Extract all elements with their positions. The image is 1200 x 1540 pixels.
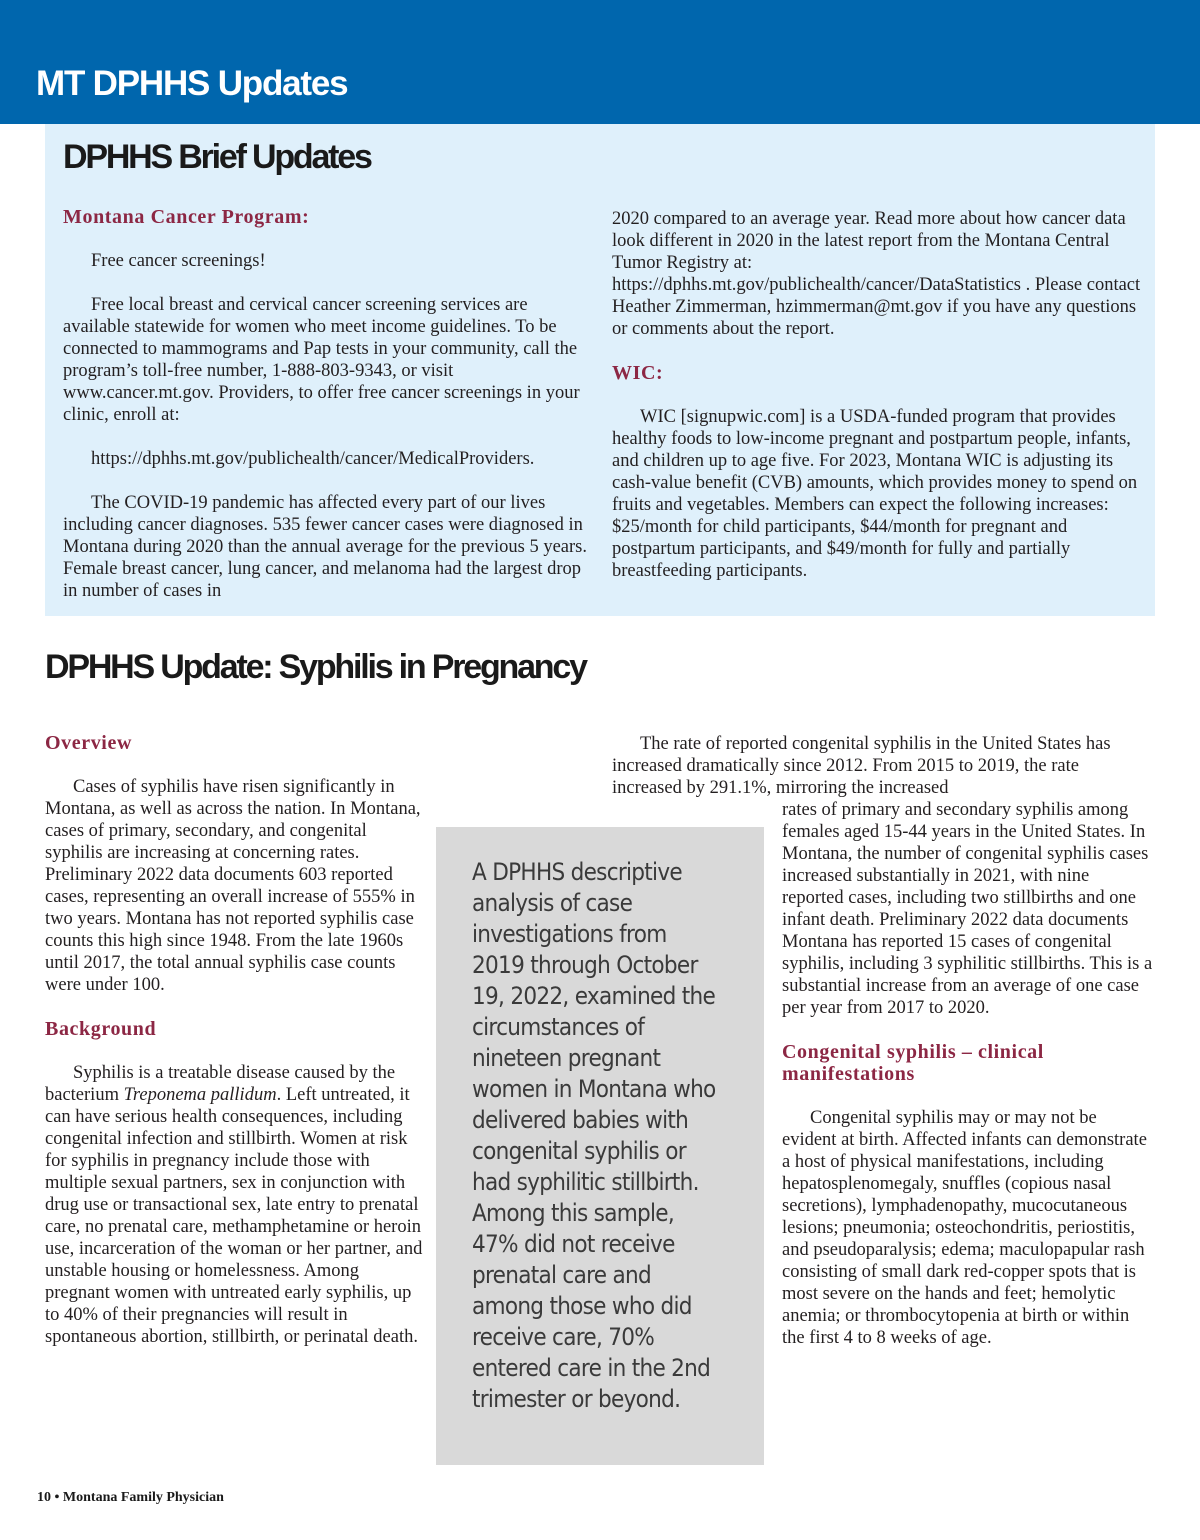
clinical-manifestations-heading: Congenital syphilis – clinical manifestations xyxy=(782,1041,1044,1085)
brief-left-column xyxy=(63,206,593,602)
rate-paragraph-start: The rate of reported congenital syphilis in the United States has increased dramatically since 2012. From 2015 to 2019, the rate increased by 291.1%, mirroring the increased xyxy=(612,734,1111,798)
syphilis-left-column xyxy=(45,732,425,1348)
background-heading: Background xyxy=(45,1018,157,1040)
overview-paragraph: Cases of syphilis have risen significantly in Montana, as well as across the nation. In Montana, cases of primary, secondary, and congenital syphilis are increasing at concerning rates. Preliminary 2022 data documents 603 reported cases, representing an overall increase of 555% in two years. Montana has not reported syphilis case counts this high since 1948. From the late 1960s until 2017, the total annual syphilis case counts were under 100. xyxy=(45,777,421,995)
rate-paragraph-top xyxy=(612,733,1142,799)
clinical-manifestations-paragraph: Congenital syphilis may or may not be evident at birth. Affected infants can demonstrate a host of physical manifestations, including hepatosplenomegaly, snuffles (copious nasal secretions), lymphadenopathy, mucocutaneous lesions; pneumonia; osteochondritis, periostitis, and pseudoparalysis; edema; maculopapular rash consisting of small dark red-copper spots that is most severe on the hands and feet; hemolytic anemia; or thrombocytopenia at birth or within the first 4 to 8 weeks of age. xyxy=(782,1108,1147,1348)
cancer-paragraph-2: Free local breast and cervical cancer screening services are available statewide for women who meet income guidelines. To be connected to mammograms and Pap tests in your community, call the program’s toll-free number, 1-888-803-9343, or visit www.cancer.mt.gov. Providers, to offer free cancer screenings in your clinic, enroll at: xyxy=(63,295,580,425)
pull-quote-text: A DPHHS descriptive analysis of case investigations from 2019 through October 19, 2022, examined the circumstances of nineteen pregnant women in Montana who delivered babies with congenital syphilis or had syphilitic stillbirth. Among this sample, 47% did not receive prenatal care and among those who did receive care, 70% entered care in the 2nd trimester or beyond. xyxy=(472,858,716,1413)
medical-providers-url: https://dphhs.mt.gov/publichealth/cancer/MedicalProviders. xyxy=(91,449,535,469)
cancer-paragraph-continued: 2020 compared to an average year. Read more about how cancer data look different in 2020 in the latest report from the Montana Central Tumor Registry at: https://dphhs.mt.gov/publichealth/cancer/DataStatistics . Please contact Heather Zimmerman, hzimmerman@mt.gov if you have any questions or comments about the report. xyxy=(612,209,1141,339)
wic-paragraph: WIC [signupwic.com] is a USDA-funded program that provides healthy foods to low-income pregnant and postpartum people, infants, and children up to age five. For 2023, Montana WIC is adjusting its cash-value benefit (CVB) amounts, which provides money to spend on fruits and vegetables. Members can expect the following increases: $25/month for child participants, $44/month for pregnant and postpartum participants, and $49/month for fully and partially breastfeeding participants. xyxy=(612,407,1138,581)
cancer-program-heading: Montana Cancer Program: xyxy=(63,206,310,228)
page-footer: 10 • Montana Family Physician xyxy=(37,1490,224,1505)
rate-paragraph-continued: rates of primary and secondary syphilis among females aged 15-44 years in the United States. In Montana, the number of congenital syphilis cases increased substantially in 2021, with nine reported cases, including two stillbirths and one infant death. Preliminary 2022 data documents Montana has reported 15 cases of congenital syphilis, including 3 syphilitic stillbirths. This is a substantial increase from an average of one case per year from 2017 to 2020. xyxy=(782,800,1153,1018)
background-text-end: . Left untreated, it can have serious health consequences, including congenital infection and stillbirth. Women at risk for syphilis in pregnancy include those with multiple sexual partners, sex in conjunction with drug use or transactional sex, late entry to prenatal care, no prenatal care, methamphetamine or heroin use, incarceration of the woman or her partner, and unstable housing or homelessness. Among pregnant women with untreated early syphilis, up to 40% of their pregnancies will result in spontaneous abortion, stillbirth, or perinatal death. xyxy=(45,1085,423,1347)
syphilis-section-title: DPHHS Update: Syphilis in Pregnancy xyxy=(45,648,586,686)
cancer-paragraph-1: Free cancer screenings! xyxy=(91,251,266,271)
header-banner xyxy=(0,0,1200,124)
brief-updates-title: DPHHS Brief Updates xyxy=(63,138,371,176)
banner-title: MT DPHHS Updates xyxy=(36,64,348,103)
bacterium-name: Treponema pallidum xyxy=(123,1085,277,1105)
background-text-start: Syphilis is a treatable disease caused by the bacterium xyxy=(45,1063,396,1105)
brief-right-column xyxy=(612,208,1142,582)
background-paragraph xyxy=(45,1062,425,1348)
wic-heading: WIC: xyxy=(612,362,664,384)
overview-heading: Overview xyxy=(45,732,132,754)
cancer-paragraph-3: The COVID-19 pandemic has affected every part of our lives including cancer diagnoses. 535 fewer cancer cases were diagnosed in Montana during 2020 than the annual average for the previous 5 years. Female breast cancer, lung cancer, and melanoma had the largest drop in number of cases in xyxy=(63,493,587,601)
syphilis-right-column xyxy=(782,799,1154,1349)
